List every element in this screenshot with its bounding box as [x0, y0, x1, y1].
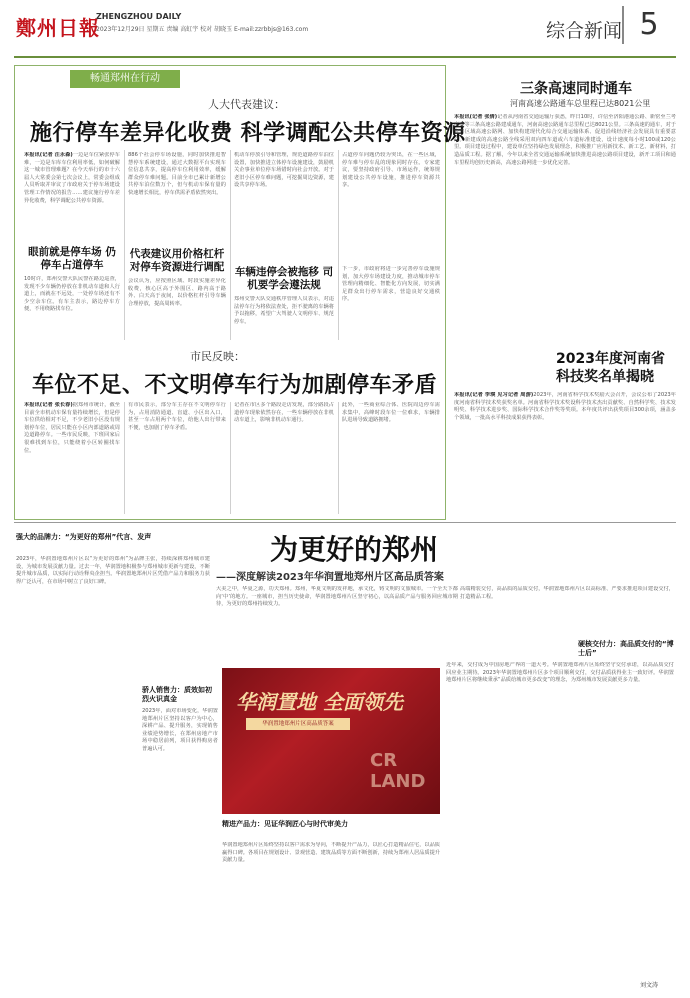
story1-column-1	[24, 152, 120, 242]
feature-subheadline: ——深度解读2023年华润置地郑州片区高品质答案	[216, 572, 444, 583]
feature-right-subhead: 硬核交付力：高品质交付的“博士后”	[578, 640, 674, 657]
feature-lower-body: 华润置地郑州片区始终坚持以客户需求为导向，不断提升产品力，以匠心打造精品住宅，以品质赢得口碑。各项目在规划设计、景观营造、建筑品质等方面不断创新，持续为郑州人居品质提升贡献力量。	[222, 842, 440, 864]
story1-column-4: 占道停车问题仍较为突出，在一些区域，停车难与停车乱的现象同时存在。专家建议，要坚持政府引导、市场运作，统筹规划建设公共停车设施，推进停车资源共享。	[342, 152, 440, 189]
section-divider	[14, 522, 676, 523]
column-divider	[124, 402, 125, 514]
newspaper-logo: 鄭州日報	[16, 16, 100, 40]
story1-column-2b: 会议认为，应按照区域、时段实施差异化收费，核心区高于外围区、路内高于路外、白天高于夜间，以价格杠杆引导车辆合理停放，提高周转率。	[128, 278, 226, 307]
photo-badge: 华润置地郑州片区高品质答案	[246, 718, 350, 730]
right-top-lead: 本报讯(记者 张倩)	[454, 114, 498, 120]
publication-meta: 2023年12月29日 星期五 责编 高虹宇 校对 胡晓玉 E-mail:zzrbbjs@163.com	[96, 26, 309, 33]
feature-mid-subhead: 骄人销售力：质效如初 烈火识真金	[142, 686, 212, 703]
feature-lower-subhead: 精进产品力：见证华润匠心与时代审美力	[222, 820, 348, 828]
column-divider	[230, 150, 231, 340]
photo-title: 华润置地 全面领先	[236, 690, 403, 714]
story2-col1-text: 据郑州市统计，截至目前全市机动车保有量持续增长，但是停车位供给相对不足，不少老旧小区没有规划停车位，居民只能在小区内部道路或周边道路停车。一些市民反映，下班回家后很难找到车位，只能绕着小区转圈找车位。	[24, 402, 120, 454]
story1-subhead-1: 眼前就是停车场 仍停车占道停车	[28, 246, 116, 271]
story2-kicker: 市民反映：	[190, 350, 245, 363]
story1-headline: 施行停车差异化收费 科学调配公共停车资源	[30, 121, 466, 146]
story2-column-2: 有市民表示，部分车主存在不文明停车行为，占用消防通道、盲道、小区出入口，甚至一车占用两个车位，给他人出行带来不便，也加剧了停车矛盾。	[128, 402, 226, 431]
story1-subhead-3: 车辆违停会被拖移 司机要学会遵法规	[234, 266, 334, 291]
story1-col1-text: 一边是车位紧张停车难，一边是车库车位利用率低，如何破解这一城市管理难题？在今天举行的市十六届人大常委会第七次会议上，常委会组成人员听取并审议了市政府关于停车场建设管理工作情况的报告……建议施行停车差异化收费，科学调配公共停车资源。	[24, 152, 120, 204]
story1-column-3: 机动车停放引导和管理，规范道路停车泊位设置，加快推进立体停车设施建设，鼓励机关企事业单位停车场错时向社会开放。对于老旧小区停车难问题，可挖掘周边资源，建设共享停车场。	[234, 152, 334, 189]
column-divider	[338, 402, 339, 514]
photo-logo-text: CR LAND	[370, 750, 426, 792]
page-number: 5	[639, 7, 659, 42]
story2-lead: 本报讯(记者 张长春)	[24, 402, 73, 408]
story2-column-3: 记者在市区多个路段走访发现，部分路段占道停车现象依然存在，一些车辆停放在非机动车道上，影响非机动车通行。	[234, 402, 334, 424]
right-mid-text: 2023年，河南省科学技术奖励大会召开，会议公布了2023年度河南省科学技术奖获奖名单。河南省科学技术奖设科学技术杰出贡献奖、自然科学奖、技术发明奖、科学技术进步奖、国际科学技术合作奖等奖项。本年度共评出获奖项目300余项，涵盖多个领域，一批高水平科技成果获得表彰。	[454, 392, 676, 421]
section-name: 综合新闻	[546, 20, 623, 42]
story1-subhead-2: 代表建议用价格杠杆 对停车资源进行调配	[129, 248, 225, 273]
story1-column-4b: 下一步，市政府将进一步完善停车设施规划，加大停车场建设力度，推动城市停车管理向精细化、智能化方向发展，切实满足群众出行停车需求，营造良好交通秩序。	[342, 266, 440, 303]
column-divider	[338, 150, 339, 340]
story1-lead: 本报讯(记者 汪永森)	[24, 152, 73, 158]
section-tag: 畅通郑州在行动	[70, 70, 180, 88]
right-top-text: 记者从河南省交通运输厅获悉，昨日10时，许信至济阳港通公路、新密至兰考高速等三条高速公路建成通车，河南高速公路通车总里程已达8021公里。三条高速的通车，对于完善区域高速公路网、加快构建现代化综合交通运输体系、促进沿线经济社会发展具有重要意义。新建成的高速公路全线采用双向四车道或六车道标准建设，设计速度每小时100或120公里。项目建设过程中，建设单位坚持绿色发展理念，积极推广应用新技术、新工艺、新材料，打造品质工程。据了解，今年以来全省交通运输系统加快推进高速公路项目建设，新开工项目和通车里程均创历史新高，高速公路网进一步优化完善。	[454, 114, 676, 166]
column-divider	[230, 402, 231, 514]
story1-kicker: 人大代表建议：	[208, 98, 285, 111]
feature-mid-body: 高端精装交付，高品质的品质交付，华润置地郑州片区以高标准、严要求推进项目建设交付，打造精品工程。	[460, 586, 674, 600]
feature-photo	[222, 668, 440, 814]
story1-column-1b: 10时许，郑州交警大队民警在路边巡查，发现不少车辆仍停放在非机动车道和人行道上，而就在不远处，一处停车场还有不少空余车位。有车主表示，路边停车方便，不用绕路找车位。	[24, 276, 120, 313]
publication-name-en: ZHENGZHOU DAILY	[96, 12, 182, 21]
right-mid-body	[454, 392, 676, 518]
feature-mid-body-2: 2023年，面对市场变化，华润置地郑州片区坚持以客户为中心，深耕产品、提升服务，实现销售业绩逆势增长，在郑州房地产市场中稳居前列，项目获得购房者普遍认可。	[142, 708, 218, 752]
right-top-body	[454, 114, 676, 340]
column-divider	[124, 150, 125, 340]
page-number-divider	[622, 6, 624, 44]
feature-right-body: 近年来，交付成为中国房地产界的一道大考。华润置地郑州片区始终坚守交付承诺，以高品质交付回应业主期待。2023年华润置地郑州片区多个项目顺利交付，交付品质获得业主一致好评。华润置地郑州片区将继续秉承“品质给城市更多改变”的理念，为郑州城市发展贡献更多力量。	[446, 662, 674, 684]
story1-column-2: 886个社会停车场设施，同时加快推进智慧停车系统建设，通过大数据平台实现车位信息共享，提高停车位利用效率，缓解群众停车难问题。目前全市已累计新增公共停车泊位数万个，但与机动车保有量的快速增长相比，停车供需矛盾依然突出。	[128, 152, 226, 196]
feature-intro: 大美之中，华夏之源，功夫郑州。郑州，华夏文明的发祥地，承文化，铸文明的文旅城市。一个全天下都向‘中’的地方。一座城市，担当历史使命，华润置地郑州片区坚守初心，以高品质产品与服务回应城市期待，为更好的郑州持续发力。	[216, 586, 458, 608]
feature-byline: 刘文涛	[640, 982, 659, 989]
masthead-rule	[14, 56, 676, 58]
feature-headline: 为更好的郑州	[270, 533, 439, 566]
feature-left-tag: 强大的品牌力：“为更好的郑州”代言、发声	[16, 533, 152, 541]
right-top-subheadline: 河南高速公路通车总里程已达8021公里	[510, 99, 651, 108]
story1-column-3b: 郑州交警大队交通秩序管理人员表示，对违法停车行为将依法查处，拒不驶离的车辆将予以拖移，希望广大驾驶人文明停车、规范停车。	[234, 296, 334, 325]
right-mid-headline: 2023年度河南省 科技奖名单揭晓	[556, 351, 665, 385]
story2-column-4: 此外，一些商业综合体、医院周边停车需求集中，高峰时段车位一位难求，车辆排队进场导致道路拥堵。	[342, 402, 440, 424]
story2-headline: 车位不足、不文明停车行为加剧停车矛盾	[32, 373, 438, 398]
masthead	[0, 0, 690, 60]
right-top-headline: 三条高速同时通车	[520, 81, 632, 97]
story2-column-1	[24, 402, 120, 514]
right-mid-lead: 本报讯(记者 李璞 见习记者 周游)	[454, 392, 534, 398]
feature-left-body: 2023年，华润置地郑州片区以“为更好的郑州”为品牌主张，持续深耕郑州城市建设，为城市发展贡献力量。过去一年，华润置地积极参与郑州城市更新与建设，不断提升城市品质，以实际行动诠释央企担当。华润置地郑州片区凭借产品力和服务力获得广泛认可，在市场中树立了良好口碑。	[16, 556, 210, 585]
